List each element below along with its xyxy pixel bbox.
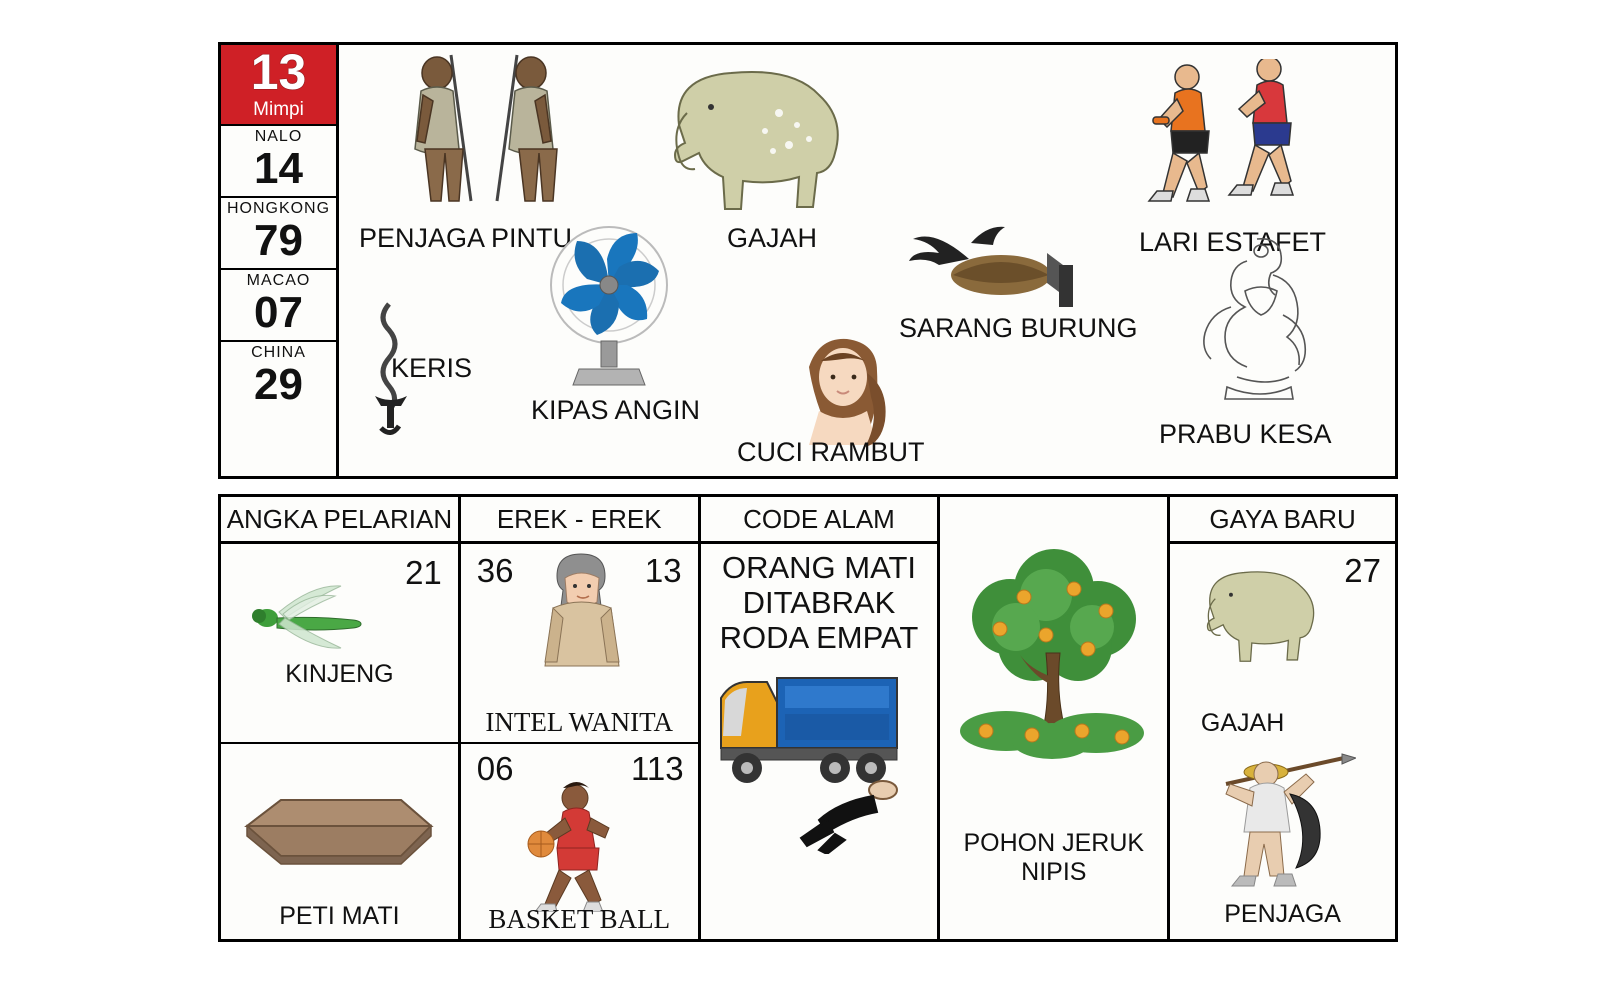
cell-penjaga [1170, 742, 1395, 940]
intel-wanita-number-left: 36 [476, 552, 514, 589]
caption-kipas-angin: KIPAS ANGIN [531, 395, 701, 425]
caption-prabu-kesa: PRABU KESA [1159, 419, 1332, 449]
nalo-label: NALO [254, 128, 303, 145]
header-erek-erek: EREK - EREK [461, 497, 698, 544]
pohon-label-line1: POHON JERUK NIPIS [963, 829, 1145, 886]
gajah-number: 27 [1344, 552, 1382, 589]
column-gaya-baru [1170, 497, 1395, 939]
header-gaya-baru: GAYA BARU [1170, 497, 1395, 544]
number-cell-nalo [221, 126, 336, 198]
elephant-icon [639, 55, 869, 215]
cell-gajah [1170, 544, 1395, 742]
basketball-player-icon [519, 782, 639, 912]
caption-sarang-burung: SARANG BURUNG [899, 313, 1138, 343]
kinjeng-number: 21 [405, 554, 442, 591]
caption-keris: KERIS [391, 353, 473, 383]
bottom-panel [218, 494, 1398, 942]
basket-number-right: 113 [630, 749, 684, 787]
basket-ball-label: BASKET BALL [488, 904, 671, 934]
macao-label: MACAO [246, 272, 311, 289]
caption-cuci-rambut: CUCI RAMBUT [737, 437, 925, 467]
hongkong-label: HONGKONG [226, 200, 331, 217]
coffin-icon [235, 784, 445, 884]
code-alam-body [701, 544, 938, 939]
intel-wanita-label: INTEL WANITA [485, 706, 673, 737]
truck-accident-icon [707, 664, 937, 854]
electric-fan-icon [529, 223, 689, 393]
caption-penjaga-pintu: PENJAGA PINTU [359, 223, 573, 253]
china-label: CHINA [251, 344, 306, 361]
column-angka-pelarian [221, 497, 461, 939]
top-illustration-area [339, 45, 1395, 476]
number-cell-hongkong [221, 198, 336, 270]
column-erek-erek [461, 497, 701, 939]
number-cell-macao [221, 270, 336, 342]
hongkong-value: 79 [254, 216, 303, 265]
nalo-value: 14 [254, 144, 303, 193]
column-code-alam [701, 497, 941, 939]
cell-kinjeng [221, 544, 458, 744]
gaya-baru-body [1170, 544, 1395, 939]
wayang-puppet-icon [1187, 231, 1327, 411]
basket-number-left: 06 [476, 749, 514, 787]
guard-with-spear-icon [1206, 748, 1356, 898]
macao-value: 07 [254, 288, 303, 337]
elephant-icon [1184, 558, 1334, 668]
angka-pelarian-body [221, 544, 458, 939]
lime-tree-icon [946, 535, 1164, 775]
kinjeng-label: KINJENG [285, 660, 394, 688]
main-number-label: Mimpi [253, 99, 304, 120]
caption-lari-estafet: LARI ESTAFET [1139, 227, 1327, 257]
caption-gajah: GAJAH [727, 223, 818, 253]
number-sidebar [221, 45, 339, 476]
cell-intel-wanita [461, 544, 698, 744]
top-panel [218, 42, 1398, 479]
number-cell-china [221, 342, 336, 412]
penjaga-label: PENJAGA [1224, 900, 1341, 928]
cell-basket-ball [461, 744, 698, 942]
china-value: 29 [254, 360, 303, 409]
main-number-cell [221, 45, 336, 126]
dragonfly-icon [239, 562, 379, 662]
gajah-label: GAJAH [1200, 708, 1285, 737]
relay-runners-icon [1129, 59, 1329, 229]
two-guards-icon [389, 51, 579, 221]
hair-wash-icon [769, 333, 919, 448]
intel-wanita-number-right: 13 [644, 552, 682, 589]
cell-peti-mati [221, 744, 458, 942]
bird-nest-icon [909, 213, 1099, 323]
woman-spy-icon [527, 550, 637, 670]
header-code-alam: CODE ALAM [701, 497, 938, 544]
header-angka-pelarian: ANGKA PELARIAN [221, 497, 458, 544]
peti-mati-label: PETI MATI [279, 902, 400, 930]
erek-erek-body [461, 544, 698, 939]
code-alam-text: ORANG MATI DITABRAK RODA EMPAT [719, 550, 919, 655]
main-number-value: 13 [250, 44, 307, 100]
